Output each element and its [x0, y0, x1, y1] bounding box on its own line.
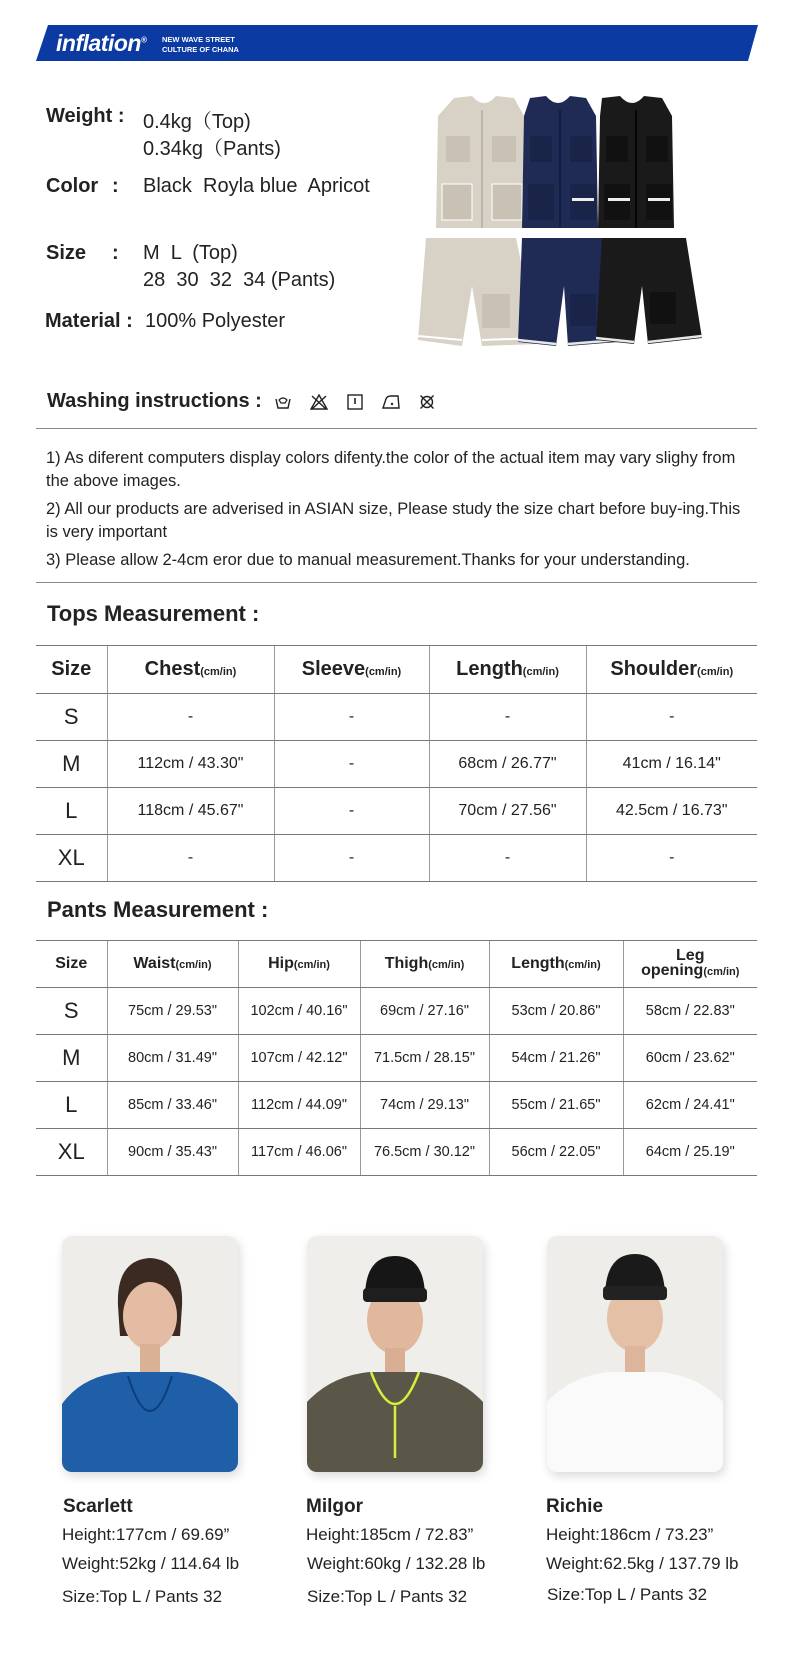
header-sleeve: Sleeve(cm/in): [274, 646, 429, 694]
tops-measurement-title: Tops Measurement :: [47, 601, 260, 626]
header-size: Size: [36, 941, 107, 988]
table-cell: 85cm / 33.46": [107, 1082, 238, 1129]
model-weight-milgor: Weight:60kg / 132.28 lb: [307, 1554, 486, 1573]
size-cell: M: [36, 1035, 107, 1082]
table-row: [36, 1082, 757, 1129]
color-label: Color: [46, 175, 99, 197]
model-height-milgor: Height:185cm / 72.83”: [306, 1525, 474, 1544]
header-length: Length(cm/in): [429, 646, 586, 694]
model-photo-milgor: [307, 1236, 483, 1472]
weight-pants-value: 0.34kg（Pants): [143, 138, 281, 160]
size-cell: XL: [36, 835, 107, 882]
header-waist: Waist(cm/in): [107, 941, 238, 988]
model-height-richie: Height:186cm / 73.23”: [546, 1525, 714, 1544]
table-cell: 107cm / 42.12": [238, 1035, 360, 1082]
table-cell: -: [274, 788, 429, 835]
table-cell: 41cm / 16.14": [586, 741, 757, 788]
table-cell: 118cm / 45.67": [107, 788, 274, 835]
table-cell: 70cm / 27.56": [429, 788, 586, 835]
table-cell: 71.5cm / 28.15": [360, 1035, 489, 1082]
note-2: 2) All our products are adverised in ASIAN size, Please study the size chart before buy-ing.This is very important: [46, 500, 741, 541]
vest-products-image: [432, 96, 712, 230]
table-cell: 112cm / 44.09": [238, 1082, 360, 1129]
divider: [36, 428, 757, 429]
table-cell: 102cm / 40.16": [238, 988, 360, 1035]
table-cell: -: [274, 835, 429, 882]
no-bleach-icon: [308, 392, 330, 412]
note-3: 3) Please allow 2-4cm eror due to manual measurement.Thanks for your understanding.: [46, 551, 690, 569]
table-cell: -: [107, 694, 274, 741]
table-row: [36, 988, 757, 1035]
pants-measurement-table: [36, 940, 757, 1176]
material-label: Material :: [45, 310, 133, 332]
table-cell: 58cm / 22.83": [623, 988, 757, 1035]
size-cell: XL: [36, 1129, 107, 1176]
notes-section: [46, 447, 746, 577]
size-cell: M: [36, 741, 107, 788]
shorts-products-image: [418, 236, 702, 352]
size-colon: :: [112, 242, 119, 264]
brand-tagline: NEW WAVE STREET CULTURE OF CHANA: [162, 35, 239, 54]
size-cell: S: [36, 988, 107, 1035]
table-row: [36, 835, 757, 882]
model-name-milgor: Milgor: [306, 1496, 363, 1517]
table-cell: 53cm / 20.86": [489, 988, 623, 1035]
table-header-row: [36, 646, 757, 694]
table-cell: 60cm / 23.62": [623, 1035, 757, 1082]
table-cell: 69cm / 27.16": [360, 988, 489, 1035]
table-cell: -: [429, 694, 586, 741]
table-cell: 76.5cm / 30.12": [360, 1129, 489, 1176]
table-row: [36, 788, 757, 835]
pants-measurement-title: Pants Measurement :: [47, 897, 269, 922]
table-cell: 64cm / 25.19": [623, 1129, 757, 1176]
size-cell: S: [36, 694, 107, 741]
model-photo-richie: [547, 1236, 723, 1472]
table-cell: -: [274, 694, 429, 741]
no-dry-clean-icon: [416, 392, 438, 412]
table-cell: 68cm / 26.77": [429, 741, 586, 788]
table-header-row: [36, 941, 757, 988]
brand-logo: inflation®: [56, 30, 147, 56]
header-hip: Hip(cm/in): [238, 941, 360, 988]
size-top-value: M L (Top): [143, 242, 238, 264]
model-photo-scarlett: [62, 1236, 238, 1472]
size-cell: L: [36, 1082, 107, 1129]
header-thigh: Thigh(cm/in): [360, 941, 489, 988]
material-value: 100% Polyester: [145, 310, 286, 332]
table-cell: 56cm / 22.05": [489, 1129, 623, 1176]
table-cell: 74cm / 29.13": [360, 1082, 489, 1129]
tops-measurement-table: [36, 645, 757, 882]
table-row: [36, 741, 757, 788]
table-cell: -: [586, 694, 757, 741]
vest-black: [598, 96, 674, 228]
table-cell: 90cm / 35.43": [107, 1129, 238, 1176]
model-size-milgor: Size:Top L / Pants 32: [307, 1587, 468, 1606]
table-cell: -: [586, 835, 757, 882]
table-row: [36, 694, 757, 741]
weight-top-value: 0.4kg（Top): [143, 111, 251, 133]
note-1: 1) As diferent computers display colors difenty.the color of the actual item may vary slighy from the above images.: [46, 449, 736, 490]
vest-apricot: [436, 96, 526, 228]
iron-icon: [380, 392, 402, 412]
table-row: [36, 1129, 757, 1176]
table-cell: 117cm / 46.06": [238, 1129, 360, 1176]
header-size: Size: [36, 646, 107, 694]
header-chest: Chest(cm/in): [107, 646, 274, 694]
table-cell: 54cm / 21.26": [489, 1035, 623, 1082]
model-size-richie: Size:Top L / Pants 32: [547, 1585, 708, 1604]
model-size-scarlett: Size:Top L / Pants 32: [62, 1587, 223, 1606]
size-pants-value: 28 30 32 34 (Pants): [143, 269, 336, 291]
shorts-black: [596, 238, 702, 344]
header-leg-opening: Leg opening(cm/in): [623, 941, 757, 988]
table-cell: 75cm / 29.53": [107, 988, 238, 1035]
table-cell: 80cm / 31.49": [107, 1035, 238, 1082]
table-cell: 112cm / 43.30": [107, 741, 274, 788]
table-cell: -: [274, 741, 429, 788]
color-colon: :: [112, 175, 119, 197]
divider: [36, 582, 757, 583]
color-value: Black Royla blue Apricot: [143, 175, 370, 197]
hand-wash-icon: [272, 392, 294, 412]
table-row: [36, 1035, 757, 1082]
model-weight-scarlett: Weight:52kg / 114.64 lb: [62, 1554, 240, 1573]
tumble-dry-icon: [344, 392, 366, 412]
header-shoulder: Shoulder(cm/in): [586, 646, 757, 694]
vest-navy: [522, 96, 598, 228]
table-cell: -: [107, 835, 274, 882]
model-name-scarlett: Scarlett: [63, 1496, 133, 1517]
table-cell: 42.5cm / 16.73": [586, 788, 757, 835]
size-label: Size: [46, 242, 87, 264]
model-weight-richie: Weight:62.5kg / 137.79 lb: [546, 1554, 739, 1573]
size-cell: L: [36, 788, 107, 835]
table-cell: 55cm / 21.65": [489, 1082, 623, 1129]
table-cell: -: [429, 835, 586, 882]
washing-icons: [272, 392, 438, 412]
table-cell: 62cm / 24.41": [623, 1082, 757, 1129]
washing-instructions-label: Washing instructions :: [47, 390, 262, 412]
model-height-scarlett: Height:177cm / 69.69”: [62, 1525, 230, 1544]
header-length: Length(cm/in): [489, 941, 623, 988]
model-name-richie: Richie: [546, 1496, 604, 1517]
weight-label: Weight :: [46, 105, 125, 127]
